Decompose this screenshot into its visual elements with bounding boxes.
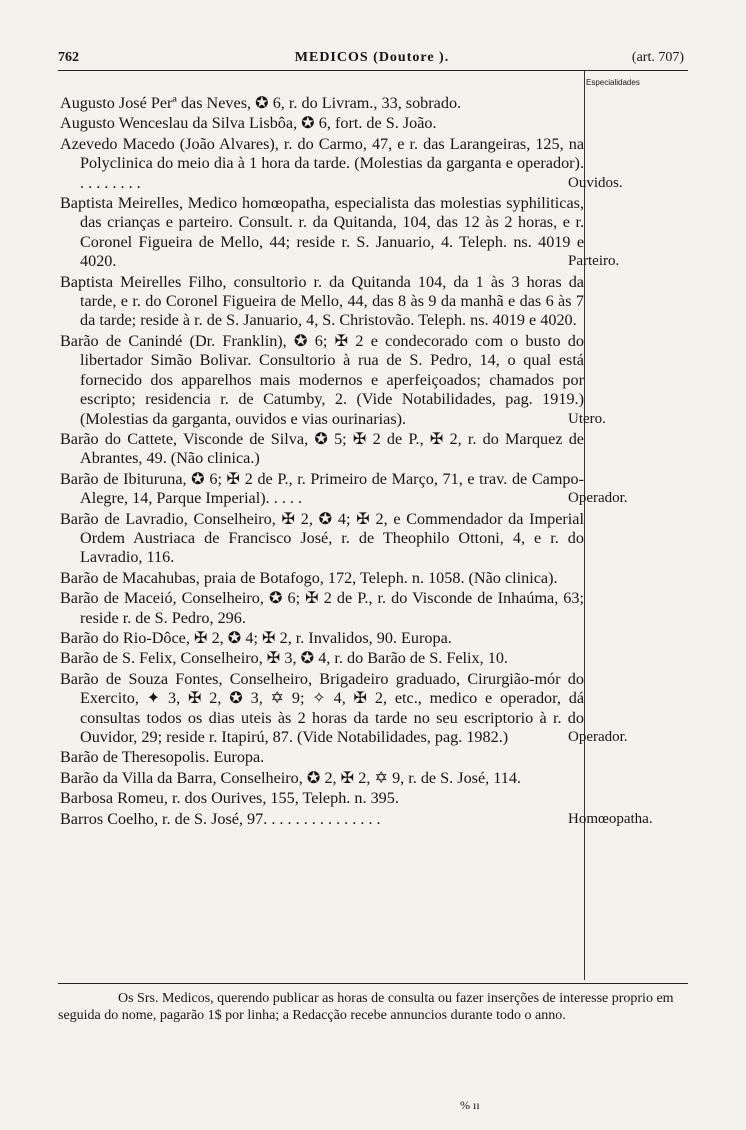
footer-rule: [58, 983, 688, 984]
entry-text: Barão de Lavradio, Conselheiro, ✠ 2, ✪ 4; ✠ 2, e Commendador da Imperial Ordem Austriaca de Francisco José, r. de Theophilo Ottoni, 4, e r. do Lavradio, 116.: [60, 509, 584, 567]
page-number: 762: [58, 50, 79, 65]
entry-text: Azevedo Macedo (João Alvares), r. do Carmo, 47, e r. das Larangeiras, 125, na Polyclinica do meio dia à 1 hora da tarde. (Molestias da garganta e operador). . . . . . . . .: [60, 134, 584, 192]
entry-text: Baptista Meirelles Filho, consultorio r. da Quitanda 104, da 1 às 3 horas da tarde, e r. do Coronel Figueira de Mello, 44, das 8 às 9 da manhã e das 6 às 7 da tarde; reside à r. de S. Januario, 4, S. Christovão. Teleph. ns. 4019 e 4020.: [60, 272, 584, 330]
entry-text: Barão de S. Felix, Conselheiro, ✠ 3, ✪ 4, r. do Barão de S. Felix, 10.: [60, 649, 508, 668]
entry-text: Barão do Rio-Dôce, ✠ 2, ✪ 4; ✠ 2, r. Invalidos, 90. Europa.: [60, 628, 452, 647]
directory-entry: [60, 510, 584, 568]
entry-text: Barão do Cattete, Visconde de Silva, ✪ 5; ✠ 2 de P., ✠ 2, r. do Marquez de Abrantes, 49. (Não clinica.): [60, 429, 584, 468]
entry-text: Barão de Theresopolis. Europa.: [60, 748, 265, 767]
directory-entry: [60, 273, 584, 331]
directory-entry: [60, 669, 628, 748]
entry-text: Baptista Meirelles, Medico homœopatha, especialista das molestias syphiliticas, das crianças e parteiro. Consult. r. da Quitanda, 104, das 12 às 2 horas, e r. Coronel Figueira de Mello, 44; reside r. S. Januario, 4. Teleph. ns. 4019 e 4020.: [60, 194, 584, 271]
directory-entry: [60, 114, 584, 133]
directory-entry: [60, 649, 584, 668]
entry-specialty: Operador.: [568, 729, 628, 745]
directory-entry: [60, 809, 653, 829]
entry-text: Barão de Canindé (Dr. Franklin), ✪ 6; ✠ 2 e condecorado com o busto do libertador Simão Bolivar. Consultorio à rua de S. Pedro, 14, o qual está fornecido dos apparelhos mais modernos e aperfeiçoados; chamados por escripto; residencia r. de Catumby, 2. (Vide Notabilidades, pag. 1919.) (Molestias da garganta, ouvidos e vias ourinarias).: [60, 331, 584, 428]
directory-entry: [60, 94, 584, 113]
page-mark: % ıı: [460, 1098, 480, 1112]
directory-entries: [60, 94, 653, 830]
directory-entry: [60, 589, 584, 628]
article-ref: (art. 707): [631, 50, 684, 65]
entry-text: Barão de Ibituruna, ✪ 6; ✠ 2 de P., r. Primeiro de Março, 71, e trav. de Campo-Alegre, 14, Parque Imperial). . . . .: [60, 469, 584, 508]
header-rule: [58, 70, 688, 71]
entry-text: Barão da Villa da Barra, Conselheiro, ✪ 2, ✠ 2, ✡ 9, r. de S. José, 114.: [60, 768, 521, 787]
entry-specialty: Operador.: [568, 490, 628, 507]
column-divider: [584, 70, 585, 980]
entry-text: Barbosa Romeu, r. dos Ourives, 155, Teleph. n. 395.: [60, 789, 399, 808]
directory-entry: [60, 331, 606, 429]
directory-entry: [60, 194, 620, 272]
footnote: Os Srs. Medicos, querendo publicar as horas de consulta ou fazer inserções de interesse proprio em seguida do nome, pagarão 1$ por linha; a Redacção recebe annuncios durante todo o anno.: [58, 991, 674, 1023]
directory-entry: [60, 134, 623, 193]
entry-specialty: Ouvidos.: [568, 174, 623, 191]
directory-entry: [60, 629, 584, 648]
directory-entry: [60, 469, 628, 509]
entry-text: Barão de Souza Fontes, Conselheiro, Brigadeiro graduado, Cirurgião-mór do Exercito, ✦ 3, ✠ 2, ✪ 3, ✡ 9; ✧ 4, ✠ 2, etc., medico e operador, dá consultas todos os dias uteis às 2 horas da tarde no seu escriptorio à r. do Ouvidor, 29; reside r. Itapirú, 87. (Vide Notabilidades, pag. 1982.): [60, 669, 584, 746]
directory-entry: [60, 430, 584, 469]
entry-text: Augusto Wenceslau da Silva Lisbôa, ✪ 6, fort. de S. João.: [60, 114, 437, 133]
directory-entry: [60, 748, 584, 767]
entry-specialty: Utero.: [568, 410, 606, 427]
page-header: [58, 50, 686, 70]
entry-specialty: Homœopatha.: [568, 810, 653, 827]
entry-text: Barão de Maceió, Conselheiro, ✪ 6; ✠ 2 de P., r. do Visconde de Inhaúma, 63; reside r. de S. Pedro, 296.: [60, 589, 584, 627]
specialty-column-label: Especialidades: [586, 78, 640, 87]
entry-text: Augusto José Perª das Neves, ✪ 6, r. do Livram., 33, sobrado.: [60, 94, 462, 112]
directory-entry: [60, 789, 584, 808]
entry-text: Barão de Macahubas, praia de Botafogo, 172, Teleph. n. 1058. (Não clinica).: [60, 568, 558, 587]
entry-specialty: Parteiro.: [568, 253, 620, 270]
directory-entry: [60, 769, 584, 788]
entry-text: Barros Coelho, r. de S. José, 97. . . . . . . . . . . . . . .: [60, 809, 381, 828]
page-title: MEDICOS (Doutore ).: [294, 50, 450, 65]
directory-entry: [60, 569, 584, 588]
